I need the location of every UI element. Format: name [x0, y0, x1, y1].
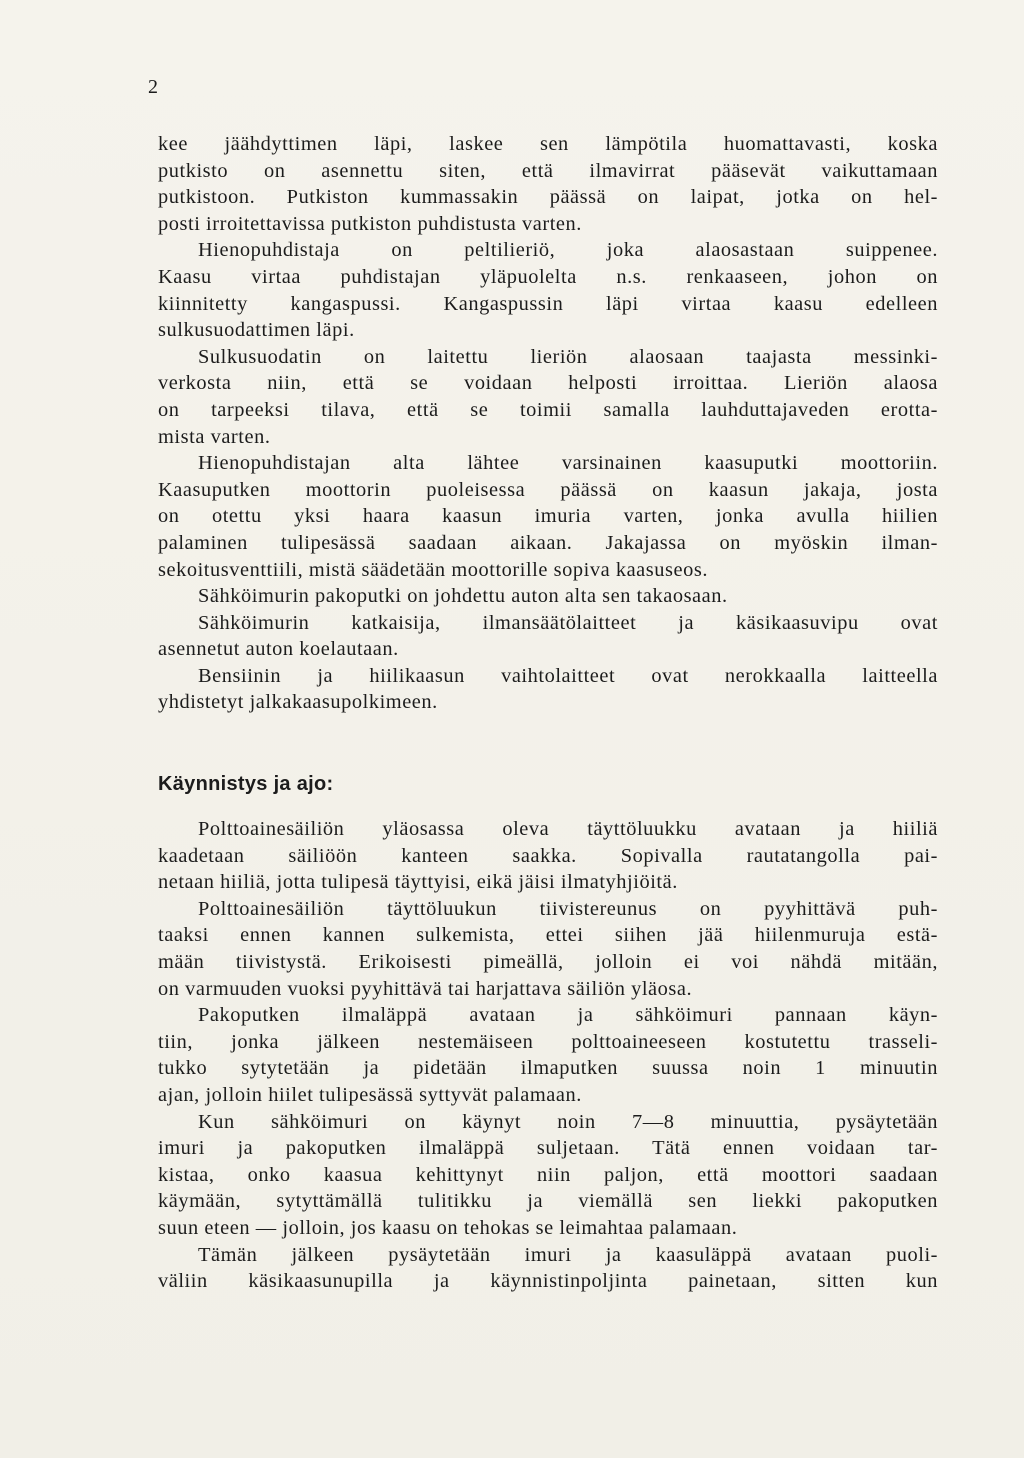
text-line: asennetut auton koelautaan. [158, 638, 399, 661]
text-line: Kaasu virtaa puhdistajan yläpuolelta n.s. renkaaseen, johon on [158, 265, 938, 288]
text-line: sulkusuodattimen läpi. [158, 319, 355, 342]
text-line: sekoitusventtiili, mistä säädetään moottorille sopiva kaasuseos. [158, 558, 708, 581]
text-line: Sulkusuodatin on laitettu lieriön alaosaan taajasta messinki- [198, 345, 938, 368]
text-line: palaminen tulipesässä saadaan aikaan. Jakajassa on myöskin ilman- [158, 531, 938, 554]
text-line: Polttoainesäiliön täyttöluukun tiivistereunus on pyyhittävä puh- [198, 897, 938, 920]
text-line: Hienopuhdistajan alta lähtee varsinainen kaasuputki moottoriin. [198, 452, 938, 475]
text-line: on tarpeeksi tilava, että se toimii samalla lauhduttajaveden erotta- [158, 398, 938, 421]
text-line: putkisto on asennettu siten, että ilmavirrat pääsevät vaikuttamaan [158, 159, 938, 182]
text-line: mista varten. [158, 425, 271, 448]
text-line: kiinnitetty kangaspussi. Kangaspussin läpi virtaa kaasu edelleen [158, 292, 938, 315]
text-line: yhdistetyt jalkakaasupolkimeen. [158, 691, 438, 714]
text-line: putkistoon. Putkiston kummassakin päässä on laipat, jotka on hel- [158, 186, 938, 209]
text-line: netaan hiiliä, jotta tulipesä täyttyisi, eikä jäisi ilmatyhjiöitä. [158, 871, 678, 894]
text-line: ajan, jolloin hiilet tulipesässä syttyvät palamaan. [158, 1083, 582, 1106]
text-line: Bensiinin ja hiilikaasun vaihtolaitteet ovat nerokkaalla laitteella [198, 664, 938, 687]
text-line: Hienopuhdistaja on peltilieriö, joka alaosastaan suippenee. [198, 239, 938, 262]
body-text-section-1 [158, 131, 938, 716]
text-line: tukko sytytetään ja pidetään ilmaputken suussa noin 1 minuutin [158, 1057, 938, 1080]
text-line: väliin käsikaasunupilla ja käynnistinpoljinta painetaan, sitten kun [158, 1270, 938, 1293]
text-line: Pakoputken ilmaläppä avataan ja sähköimuri pannaan käyn- [198, 1004, 938, 1027]
text-line: on otettu yksi haara kaasun imuria varten, jonka avulla hiilien [158, 505, 938, 528]
section-heading: Käynnistys ja ajo: [158, 773, 334, 795]
text-line: tiin, jonka jälkeen nestemäiseen polttoaineeseen kostutettu trasseli- [158, 1030, 938, 1053]
text-line: posti irroitettavissa putkiston puhdistusta varten. [158, 212, 582, 235]
text-line: imuri ja pakoputken ilmaläppä suljetaan. Tätä ennen voidaan tar- [158, 1137, 938, 1160]
text-line: Sähköimurin pakoputki on johdettu auton alta sen takaosaan. [198, 585, 728, 608]
text-line: Sähköimurin katkaisija, ilmansäätölaitteet ja käsikaasuvipu ovat [198, 611, 938, 634]
text-line: Polttoainesäiliön yläosassa oleva täyttöluukku avataan ja hiiliä [198, 818, 938, 840]
text-line: kaadetaan säiliöön kanteen saakka. Sopivalla rautatangolla pai- [158, 844, 938, 867]
text-line: käymään, sytyttämällä tulitikku ja viemällä sen liekki pakoputken [158, 1190, 938, 1213]
text-line: taaksi ennen kannen sulkemista, ettei siihen jää hiilenmuruja estä- [158, 924, 938, 947]
text-line: Kaasuputken moottorin puoleisessa päässä on kaasun jakaja, josta [158, 478, 938, 501]
text-line: verkosta niin, että se voidaan helposti irroittaa. Lieriön alaosa [158, 372, 938, 395]
text-line: on varmuuden vuoksi pyyhittävä tai harjattava säiliön yläosa. [158, 977, 693, 1000]
text-line: Tämän jälkeen pysäytetään imuri ja kaasuläppä avataan puoli- [198, 1243, 938, 1266]
text-line: Kun sähköimuri on käynyt noin 7—8 minuuttia, pysäytetään [198, 1110, 938, 1133]
body-text-section-2 [158, 816, 938, 1295]
text-line: mään tiivistystä. Erikoisesti pimeällä, jolloin ei voi nähdä mitään, [158, 950, 938, 973]
text-line: kee jäähdyttimen läpi, laskee sen lämpötila huomattavasti, koska [158, 133, 938, 155]
page-number: 2 [148, 76, 158, 98]
text-line: suun eteen — jolloin, jos kaasu on tehokas se leimahtaa palamaan. [158, 1216, 738, 1239]
text-line: kistaa, onko kaasua kehittynyt niin paljon, että moottori saadaan [158, 1163, 938, 1186]
